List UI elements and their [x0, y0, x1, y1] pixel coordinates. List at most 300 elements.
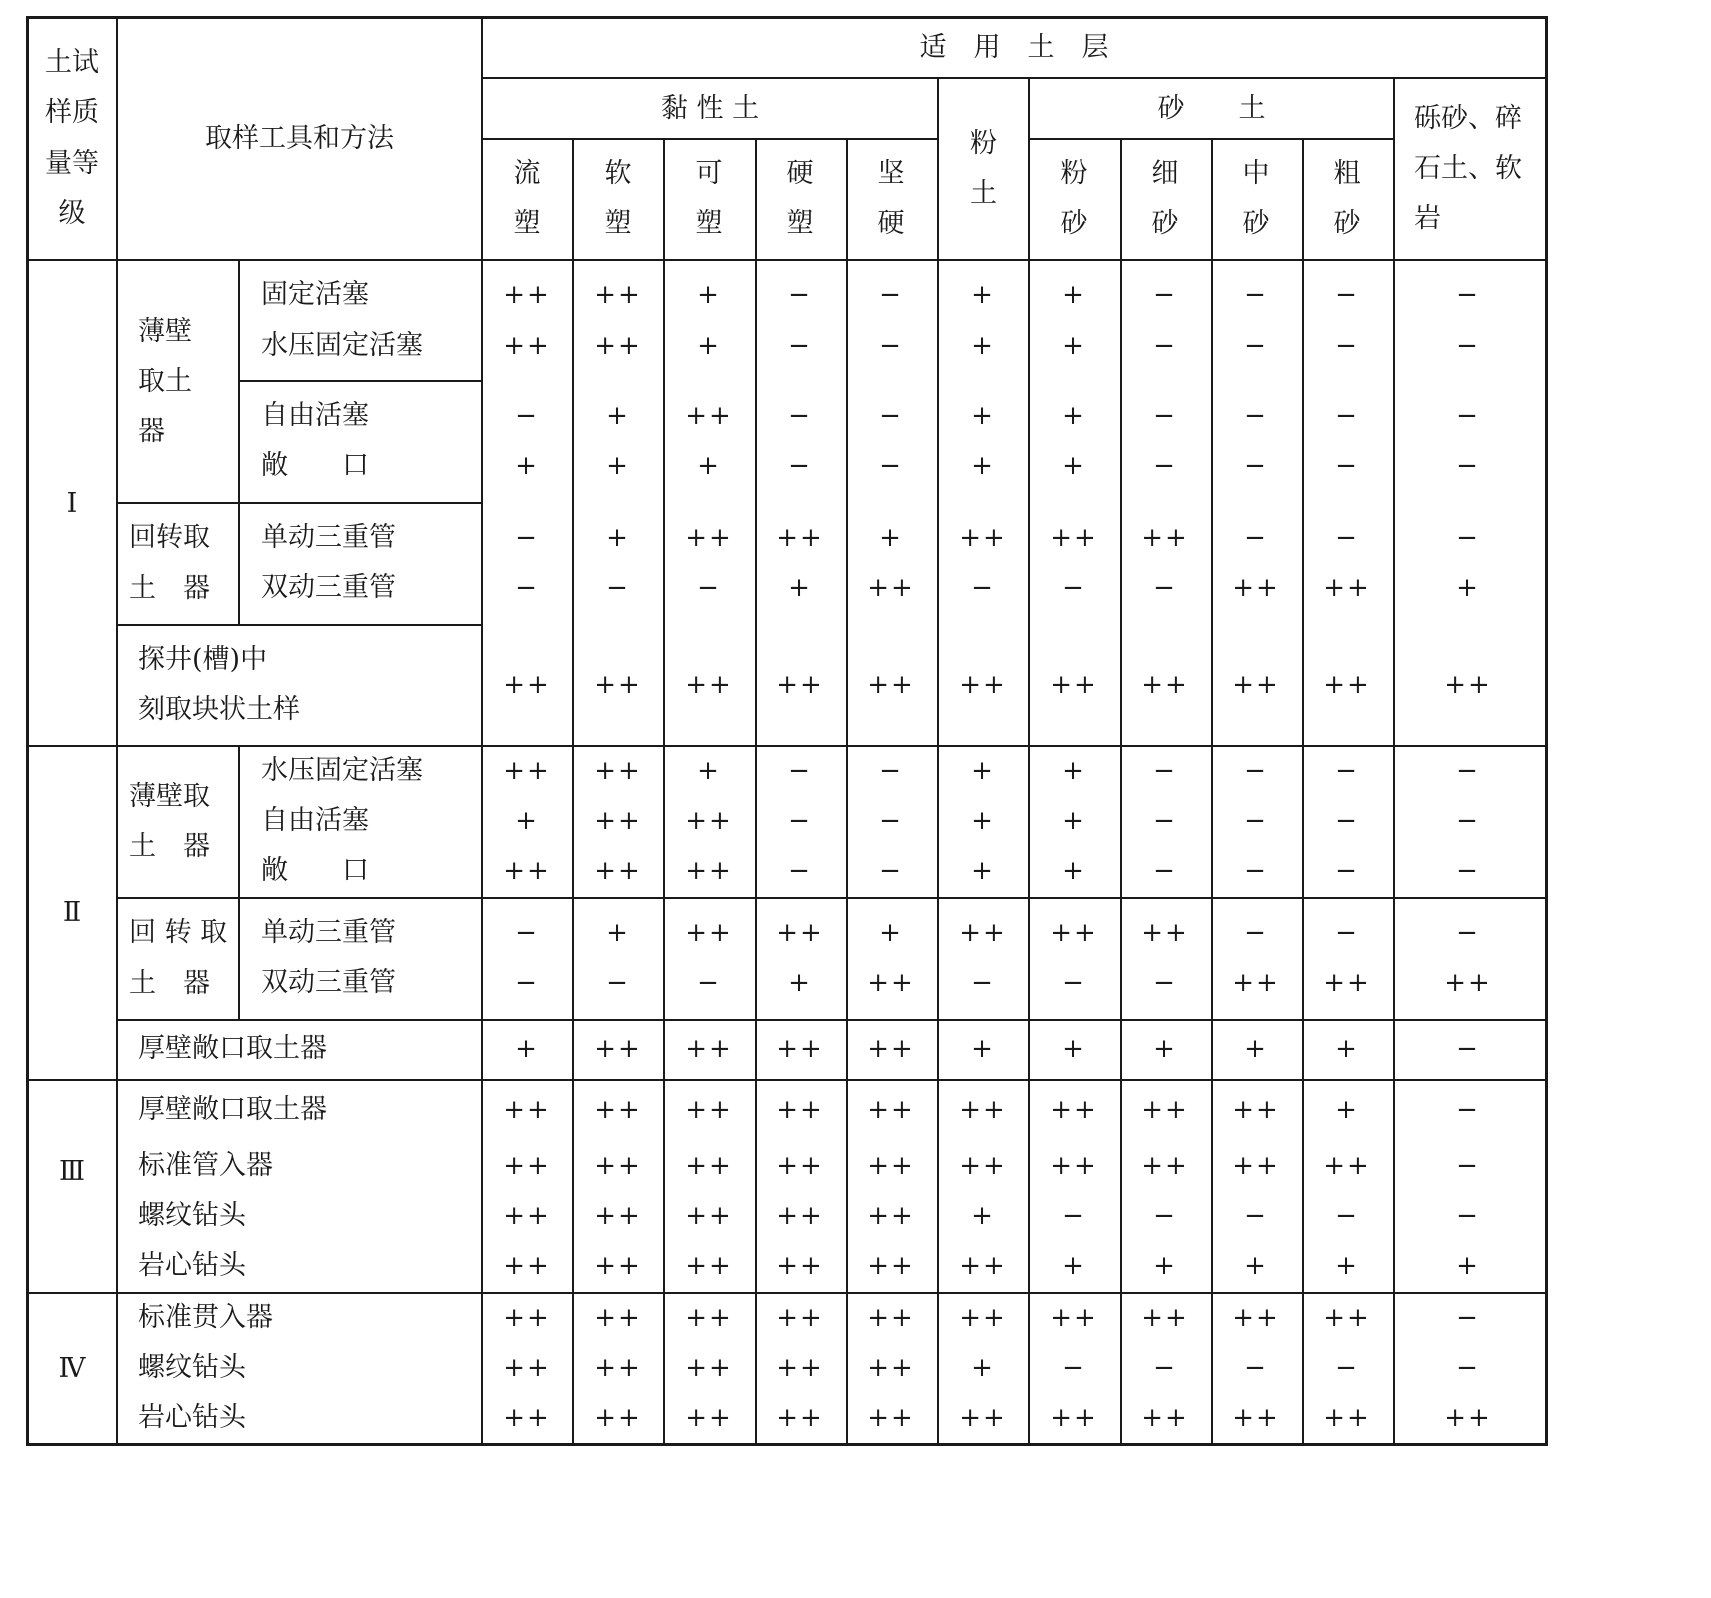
value-cell: ++ — [776, 1151, 824, 1181]
method-name: 固定活塞 — [261, 279, 369, 310]
value-cell: ++ — [1232, 968, 1280, 998]
method-name: 岩心钻头 — [138, 1402, 246, 1433]
value-cell: ++ — [685, 1201, 733, 1231]
method-name: 标准贯入器 — [138, 1302, 273, 1333]
value-cell: − — [515, 918, 539, 948]
value-cell: ++ — [685, 918, 733, 948]
value-cell: + — [1244, 1034, 1268, 1064]
header-clay: 黏 性 土 — [660, 93, 760, 124]
value-cell: ++ — [776, 918, 824, 948]
value-cell: ++ — [1323, 968, 1371, 998]
value-cell: ++ — [594, 856, 642, 886]
value-cell: ++ — [776, 1251, 824, 1281]
value-cell: ++ — [1050, 918, 1098, 948]
value-cell: + — [971, 331, 995, 361]
value-cell: − — [879, 856, 903, 886]
value-cell: ++ — [503, 670, 551, 700]
value-cell: ++ — [685, 523, 733, 553]
value-cell: − — [788, 451, 812, 481]
value-cell: ++ — [867, 573, 915, 603]
value-cell: + — [1062, 856, 1086, 886]
value-cell: ++ — [1141, 1151, 1189, 1181]
header-sand: 砂 土 — [1157, 93, 1266, 124]
value-cell: ++ — [867, 968, 915, 998]
header-tool: 取样工具和方法 — [205, 123, 394, 154]
value-cell: + — [971, 451, 995, 481]
header-grade-line: 级 — [58, 198, 86, 229]
value-cell: − — [1244, 856, 1268, 886]
value-cell: − — [788, 401, 812, 431]
header-subcolumn: 硬 — [786, 158, 814, 189]
value-cell: ++ — [1050, 523, 1098, 553]
value-cell: ++ — [776, 1034, 824, 1064]
grid-line — [481, 16, 483, 1446]
value-cell: − — [515, 968, 539, 998]
header-subcolumn: 塑 — [695, 208, 723, 239]
value-cell: − — [1335, 806, 1359, 836]
value-cell: ++ — [867, 1151, 915, 1181]
value-cell: ++ — [685, 1151, 733, 1181]
header-gravel: 石土、软 — [1414, 153, 1522, 184]
value-cell: − — [1244, 1201, 1268, 1231]
value-cell: ++ — [685, 1303, 733, 1333]
value-cell: + — [606, 401, 630, 431]
value-cell: − — [879, 756, 903, 786]
value-cell: − — [879, 401, 903, 431]
value-cell: + — [1153, 1034, 1177, 1064]
header-subcolumn: 软 — [604, 158, 632, 189]
value-cell: − — [1335, 331, 1359, 361]
value-cell: ++ — [1232, 1403, 1280, 1433]
grade-label: Ⅰ — [66, 488, 78, 519]
value-cell: ++ — [1050, 1151, 1098, 1181]
group-label: 土 器 — [129, 968, 210, 999]
value-cell: ++ — [1232, 1095, 1280, 1125]
value-cell: ++ — [776, 1095, 824, 1125]
value-cell: + — [971, 1201, 995, 1231]
group-label: 厚壁敞口取土器 — [138, 1033, 327, 1064]
group-label: 薄壁 — [138, 316, 192, 347]
value-cell: − — [1456, 331, 1480, 361]
value-cell: − — [1456, 856, 1480, 886]
table-border-top — [26, 16, 1548, 19]
method-name: 单动三重管 — [261, 917, 396, 948]
value-cell: − — [515, 401, 539, 431]
grid-line — [26, 1079, 1548, 1081]
value-cell: ++ — [1050, 1403, 1098, 1433]
value-cell: − — [1335, 280, 1359, 310]
group-label: 回转取 — [129, 522, 210, 553]
value-cell: − — [1335, 756, 1359, 786]
value-cell: ++ — [1141, 1303, 1189, 1333]
method-name: 双动三重管 — [261, 967, 396, 998]
grid-line — [238, 260, 240, 625]
value-cell: ++ — [685, 1095, 733, 1125]
value-cell: − — [1244, 331, 1268, 361]
header-grade-line: 土试 — [45, 47, 99, 78]
grid-line — [238, 380, 483, 382]
value-cell: ++ — [594, 1034, 642, 1064]
value-cell: + — [971, 806, 995, 836]
value-cell: ++ — [867, 670, 915, 700]
value-cell: ++ — [959, 1095, 1007, 1125]
value-cell: ++ — [594, 1151, 642, 1181]
value-cell: ++ — [776, 1353, 824, 1383]
header-subcolumn: 硬 — [877, 208, 905, 239]
value-cell: − — [788, 756, 812, 786]
value-cell: ++ — [959, 523, 1007, 553]
group-label: 土 器 — [129, 831, 210, 862]
value-cell: ++ — [503, 280, 551, 310]
value-cell: ++ — [1323, 573, 1371, 603]
value-cell: ++ — [503, 1151, 551, 1181]
value-cell: ++ — [867, 1095, 915, 1125]
value-cell: ++ — [776, 523, 824, 553]
method-name: 敞 口 — [261, 855, 369, 886]
value-cell: + — [971, 1034, 995, 1064]
value-cell: ++ — [1232, 573, 1280, 603]
header-subcolumn: 砂 — [1333, 208, 1361, 239]
value-cell: ++ — [594, 756, 642, 786]
header-silt: 土 — [970, 178, 997, 209]
value-cell: + — [697, 331, 721, 361]
value-cell: − — [1456, 1201, 1480, 1231]
value-cell: + — [697, 756, 721, 786]
header-subcolumn: 中 — [1242, 158, 1270, 189]
value-cell: − — [1244, 756, 1268, 786]
value-cell: ++ — [776, 1403, 824, 1433]
value-cell: − — [1456, 1353, 1480, 1383]
value-cell: − — [1335, 918, 1359, 948]
value-cell: − — [1456, 1151, 1480, 1181]
value-cell: + — [1062, 1034, 1086, 1064]
grid-line — [1028, 138, 1395, 140]
value-cell: + — [879, 523, 903, 553]
value-cell: + — [1456, 573, 1480, 603]
value-cell: + — [971, 856, 995, 886]
value-cell: ++ — [685, 1353, 733, 1383]
value-cell: − — [879, 331, 903, 361]
value-cell: − — [1456, 1034, 1480, 1064]
header-subcolumn: 细 — [1151, 158, 1179, 189]
value-cell: ++ — [776, 1201, 824, 1231]
value-cell: ++ — [1232, 1151, 1280, 1181]
value-cell: − — [879, 806, 903, 836]
value-cell: ++ — [594, 1201, 642, 1231]
value-cell: − — [1153, 280, 1177, 310]
value-cell: − — [1153, 451, 1177, 481]
grade-label: Ⅳ — [58, 1353, 86, 1384]
value-cell: + — [971, 280, 995, 310]
value-cell: − — [1244, 280, 1268, 310]
value-cell: − — [515, 573, 539, 603]
grid-line — [481, 138, 938, 140]
value-cell: − — [1456, 401, 1480, 431]
header-subcolumn: 砂 — [1151, 208, 1179, 239]
header-grade-line: 量等 — [45, 148, 99, 179]
value-cell: − — [1062, 573, 1086, 603]
grid-line — [116, 897, 1547, 899]
grid-line — [26, 745, 1548, 747]
value-cell: − — [1153, 806, 1177, 836]
header-gravel: 砾砂、碎 — [1414, 103, 1522, 134]
method-name: 单动三重管 — [261, 522, 396, 553]
value-cell: + — [515, 451, 539, 481]
value-cell: − — [1153, 331, 1177, 361]
header-subcolumn: 粗 — [1333, 158, 1361, 189]
value-cell: ++ — [776, 670, 824, 700]
value-cell: − — [1335, 523, 1359, 553]
grid-line — [26, 1292, 1548, 1294]
value-cell: ++ — [685, 1251, 733, 1281]
value-cell: ++ — [594, 1251, 642, 1281]
value-cell: + — [515, 806, 539, 836]
value-cell: + — [1062, 401, 1086, 431]
value-cell: ++ — [503, 1095, 551, 1125]
value-cell: ++ — [867, 1201, 915, 1231]
value-cell: ++ — [1050, 670, 1098, 700]
value-cell: ++ — [1232, 670, 1280, 700]
grid-line — [116, 16, 118, 1446]
table-border-bottom — [26, 1443, 1548, 1446]
value-cell: ++ — [685, 806, 733, 836]
group-label: 刻取块状土样 — [138, 694, 300, 725]
value-cell: ++ — [1141, 1095, 1189, 1125]
value-cell: ++ — [594, 1353, 642, 1383]
method-name: 敞 口 — [261, 450, 369, 481]
value-cell: + — [1456, 1251, 1480, 1281]
grid-line — [1393, 78, 1395, 1446]
value-cell: − — [1153, 1353, 1177, 1383]
value-cell: ++ — [503, 1251, 551, 1281]
value-cell: − — [971, 573, 995, 603]
value-cell: − — [697, 573, 721, 603]
value-cell: ++ — [1141, 523, 1189, 553]
value-cell: − — [788, 856, 812, 886]
value-cell: ++ — [959, 1303, 1007, 1333]
grid-line — [116, 502, 483, 504]
value-cell: ++ — [685, 670, 733, 700]
value-cell: + — [788, 968, 812, 998]
group-label: 探井(槽)中 — [138, 644, 268, 675]
value-cell: ++ — [594, 331, 642, 361]
method-name: 螺纹钻头 — [138, 1352, 246, 1383]
value-cell: − — [788, 331, 812, 361]
value-cell: − — [697, 968, 721, 998]
value-cell: ++ — [1444, 1403, 1492, 1433]
header-subcolumn: 可 — [695, 158, 723, 189]
value-cell: ++ — [1323, 1151, 1371, 1181]
value-cell: + — [1062, 331, 1086, 361]
value-cell: ++ — [685, 401, 733, 431]
value-cell: − — [1456, 1095, 1480, 1125]
value-cell: + — [697, 280, 721, 310]
value-cell: ++ — [685, 856, 733, 886]
value-cell: + — [697, 451, 721, 481]
method-name: 自由活塞 — [261, 400, 369, 431]
value-cell: + — [1335, 1251, 1359, 1281]
value-cell: + — [1062, 1251, 1086, 1281]
value-cell: − — [1244, 806, 1268, 836]
value-cell: − — [606, 573, 630, 603]
value-cell: − — [1335, 1353, 1359, 1383]
header-subcolumn: 砂 — [1060, 208, 1088, 239]
grid-line — [26, 259, 1548, 261]
grade-label: Ⅱ — [62, 897, 82, 928]
value-cell: ++ — [867, 1251, 915, 1281]
value-cell: ++ — [594, 670, 642, 700]
table-border-right — [1545, 16, 1548, 1446]
value-cell: − — [1062, 1201, 1086, 1231]
value-cell: − — [1244, 918, 1268, 948]
value-cell: + — [1062, 806, 1086, 836]
header-gravel: 岩 — [1414, 203, 1441, 234]
value-cell: + — [606, 451, 630, 481]
value-cell: + — [971, 1353, 995, 1383]
value-cell: ++ — [776, 1303, 824, 1333]
header-subcolumn: 塑 — [786, 208, 814, 239]
value-cell: ++ — [1232, 1303, 1280, 1333]
header-subcolumn: 塑 — [604, 208, 632, 239]
group-label: 薄壁取 — [129, 781, 210, 812]
value-cell: ++ — [1323, 670, 1371, 700]
value-cell: − — [1062, 968, 1086, 998]
value-cell: + — [1335, 1034, 1359, 1064]
value-cell: ++ — [503, 1403, 551, 1433]
value-cell: ++ — [867, 1353, 915, 1383]
value-cell: − — [788, 806, 812, 836]
value-cell: − — [1153, 573, 1177, 603]
value-cell: ++ — [594, 280, 642, 310]
value-cell: ++ — [959, 918, 1007, 948]
value-cell: ++ — [594, 806, 642, 836]
value-cell: ++ — [959, 1403, 1007, 1433]
value-cell: − — [1456, 756, 1480, 786]
value-cell: − — [879, 280, 903, 310]
grid-line — [116, 624, 483, 626]
value-cell: ++ — [594, 1403, 642, 1433]
group-label: 土 器 — [129, 573, 210, 604]
value-cell: − — [1456, 806, 1480, 836]
value-cell: + — [606, 523, 630, 553]
group-label: 回 转 取 — [129, 917, 228, 948]
value-cell: ++ — [685, 1034, 733, 1064]
method-name: 水压固定活塞 — [261, 330, 423, 361]
value-cell: + — [1062, 756, 1086, 786]
value-cell: ++ — [503, 1303, 551, 1333]
header-subcolumn: 砂 — [1242, 208, 1270, 239]
value-cell: − — [515, 523, 539, 553]
value-cell: ++ — [503, 856, 551, 886]
value-cell: ++ — [1050, 1303, 1098, 1333]
header-subcolumn: 塑 — [513, 208, 541, 239]
value-cell: − — [1244, 401, 1268, 431]
header-grade-line: 样质 — [45, 97, 99, 128]
value-cell: − — [1244, 451, 1268, 481]
value-cell: − — [1153, 968, 1177, 998]
value-cell: ++ — [685, 1403, 733, 1433]
method-name: 水压固定活塞 — [261, 755, 423, 786]
grade-label: Ⅲ — [58, 1156, 86, 1187]
value-cell: ++ — [867, 1403, 915, 1433]
value-cell: ++ — [1141, 918, 1189, 948]
value-cell: ++ — [959, 1151, 1007, 1181]
method-name: 厚壁敞口取土器 — [138, 1094, 327, 1125]
value-cell: − — [1153, 856, 1177, 886]
value-cell: ++ — [1444, 670, 1492, 700]
value-cell: ++ — [594, 1303, 642, 1333]
method-name: 自由活塞 — [261, 805, 369, 836]
value-cell: ++ — [959, 670, 1007, 700]
value-cell: + — [1062, 280, 1086, 310]
header-subcolumn: 粉 — [1060, 158, 1088, 189]
value-cell: ++ — [503, 1353, 551, 1383]
method-name: 岩心钻头 — [138, 1250, 246, 1281]
value-cell: − — [1456, 280, 1480, 310]
grid-line — [116, 1019, 1547, 1021]
method-name: 螺纹钻头 — [138, 1200, 246, 1231]
value-cell: ++ — [594, 1095, 642, 1125]
method-name: 双动三重管 — [261, 572, 396, 603]
grid-line — [481, 77, 1547, 79]
value-cell: ++ — [867, 1034, 915, 1064]
group-label: 取土 — [138, 366, 192, 397]
value-cell: ++ — [1050, 1095, 1098, 1125]
value-cell: + — [971, 756, 995, 786]
value-cell: + — [606, 918, 630, 948]
value-cell: − — [1456, 1303, 1480, 1333]
value-cell: − — [1456, 918, 1480, 948]
group-label: 器 — [138, 416, 165, 447]
value-cell: − — [1335, 1201, 1359, 1231]
value-cell: ++ — [503, 756, 551, 786]
value-cell: − — [1244, 1353, 1268, 1383]
table-border-left — [26, 16, 29, 1446]
value-cell: + — [788, 573, 812, 603]
value-cell: + — [1335, 1095, 1359, 1125]
value-cell: + — [1062, 451, 1086, 481]
method-name: 标准管入器 — [138, 1150, 273, 1181]
value-cell: + — [971, 401, 995, 431]
value-cell: ++ — [503, 1201, 551, 1231]
header-subcolumn: 坚 — [877, 158, 905, 189]
grid-line — [238, 747, 240, 1020]
value-cell: ++ — [503, 331, 551, 361]
value-cell: − — [1335, 401, 1359, 431]
value-cell: − — [879, 451, 903, 481]
value-cell: − — [1456, 523, 1480, 553]
value-cell: − — [1456, 451, 1480, 481]
value-cell: ++ — [1141, 1403, 1189, 1433]
value-cell: ++ — [1323, 1303, 1371, 1333]
value-cell: ++ — [1141, 670, 1189, 700]
value-cell: − — [1062, 1353, 1086, 1383]
value-cell: ++ — [1323, 1403, 1371, 1433]
header-subcolumn: 流 — [513, 158, 541, 189]
value-cell: − — [1153, 1201, 1177, 1231]
value-cell: + — [879, 918, 903, 948]
value-cell: − — [1335, 856, 1359, 886]
value-cell: + — [1244, 1251, 1268, 1281]
value-cell: + — [515, 1034, 539, 1064]
value-cell: − — [1153, 756, 1177, 786]
value-cell: ++ — [959, 1251, 1007, 1281]
value-cell: − — [788, 280, 812, 310]
header-applicable-strata: 适 用 土 层 — [919, 32, 1109, 63]
value-cell: ++ — [1444, 968, 1492, 998]
header-silt: 粉 — [970, 128, 997, 159]
value-cell: − — [606, 968, 630, 998]
